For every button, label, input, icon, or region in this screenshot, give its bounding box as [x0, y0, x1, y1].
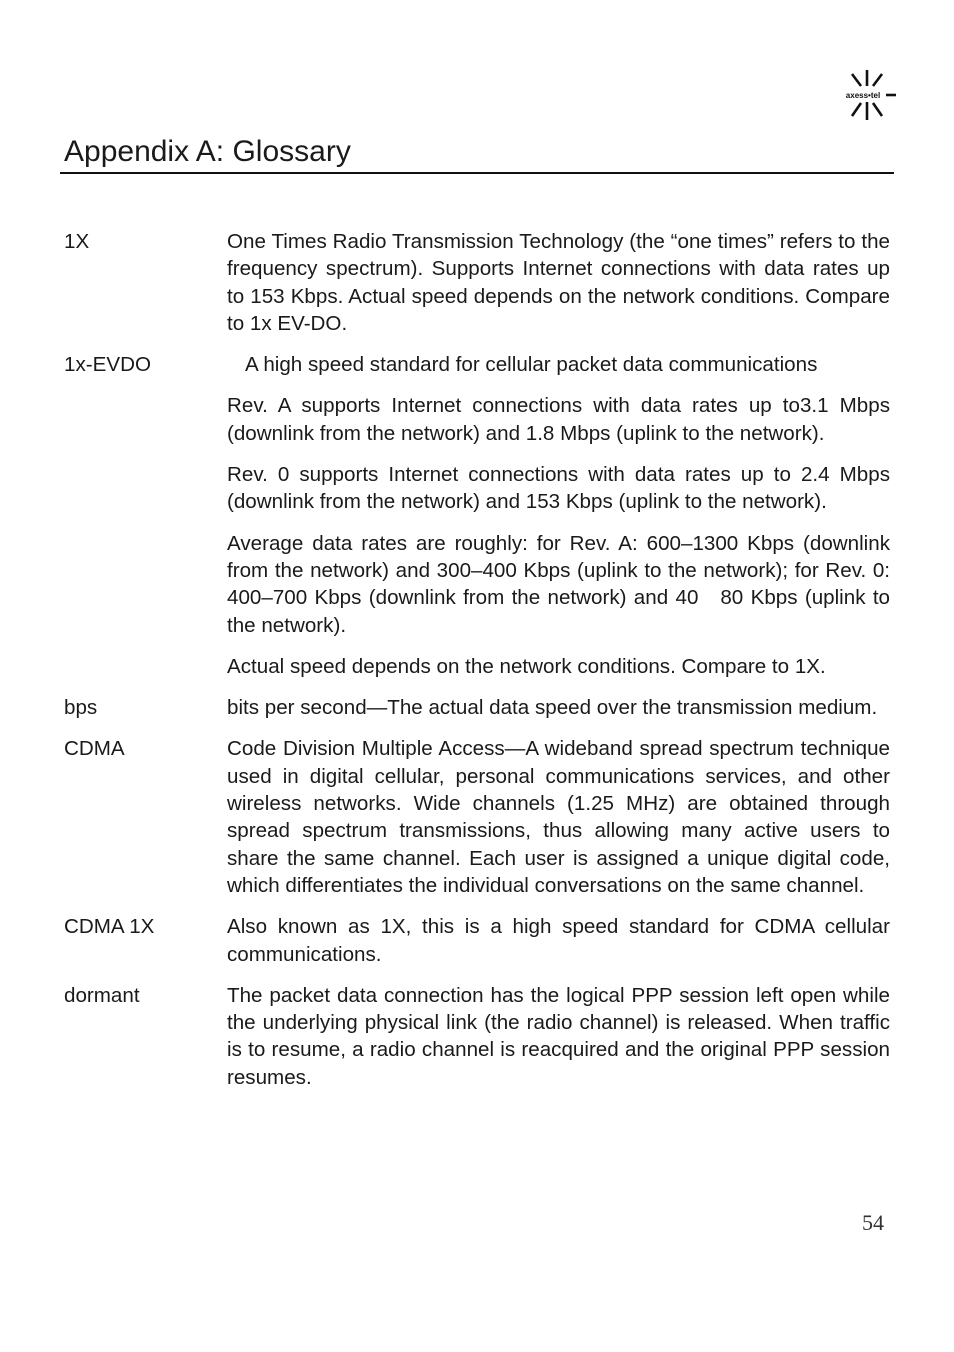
glossary-definition — [227, 982, 890, 1091]
glossary-entry — [64, 913, 890, 968]
definition-paragraph: Rev. 0 supports Internet connections with data rates up to 2.4 Mbps (downlink from the network) and 153 Kbps (uplink to the network). — [227, 463, 890, 514]
glossary-entry — [64, 982, 890, 1091]
definition-paragraph: A high speed standard for cellular packet data communications — [245, 353, 818, 377]
axesstel-logo — [836, 66, 898, 124]
glossary-definition — [227, 351, 890, 680]
definition-paragraph: bits per second—The actual data speed over the transmission medium. — [227, 696, 878, 720]
glossary-entry — [64, 694, 890, 721]
definition-paragraph: The packet data connection has the logical PPP session left open while the underlying physical link (the radio channel) is released. When traffic is to resume, a radio channel is reacquired and the original PPP session resumes. — [227, 983, 890, 1089]
glossary-definition — [227, 694, 890, 721]
glossary-list — [64, 228, 890, 1105]
glossary-term: dormant — [64, 983, 140, 1007]
glossary-term: CDMA 1X — [64, 915, 155, 939]
title-divider — [60, 172, 894, 174]
logo-text: axess•tel — [845, 91, 881, 100]
glossary-definition — [227, 913, 890, 968]
glossary-definition — [227, 735, 890, 899]
definition-paragraph: Average data rates are roughly: for Rev. A: 600–1300 Kbps (downlink from the network) and 300–400 Kbps (uplink to the network); for Rev. 0: 400–700 Kbps (downlink from the network) and 40 80 Kbps (uplink to the network). — [227, 531, 890, 637]
glossary-entry — [64, 351, 890, 680]
definition-paragraph: Also known as 1X, this is a high speed standard for CDMA cellular communications. — [227, 915, 890, 966]
page-number: 54 — [862, 1210, 884, 1235]
glossary-entry — [64, 228, 890, 337]
glossary-term: 1X — [64, 230, 90, 253]
definition-paragraph: Actual speed depends on the network conditions. Compare to 1X. — [227, 654, 826, 678]
glossary-definition — [227, 228, 890, 337]
definition-paragraph: Rev. A supports Internet connections with data rates up to3.1 Mbps (downlink from the network) and 1.8 Mbps (uplink to the network). — [227, 394, 890, 445]
definition-paragraph: Code Division Multiple Access—A wideband spread spectrum technique used in digital cellular, personal communications services, and other wireless networks. Wide channels (1.25 MHz) are obtained through spread spectrum transmissions, thus allowing many active users to share the same channel. Each user is assigned a unique digital code, which differentiates the individual conversations on the same channel. — [227, 737, 890, 897]
glossary-entry — [64, 735, 890, 899]
glossary-term: CDMA — [64, 737, 125, 761]
glossary-term: bps — [64, 696, 98, 720]
page-title: Appendix A: Glossary — [64, 135, 351, 168]
glossary-term: 1x-EVDO — [64, 353, 151, 377]
definition-paragraph: One Times Radio Transmission Technology (the “one times” refers to the frequency spectrum). Supports Internet connections with data rates up to 153 Kbps. Actual speed depends on the network conditions. Compare to 1x EV-DO. — [227, 230, 890, 335]
